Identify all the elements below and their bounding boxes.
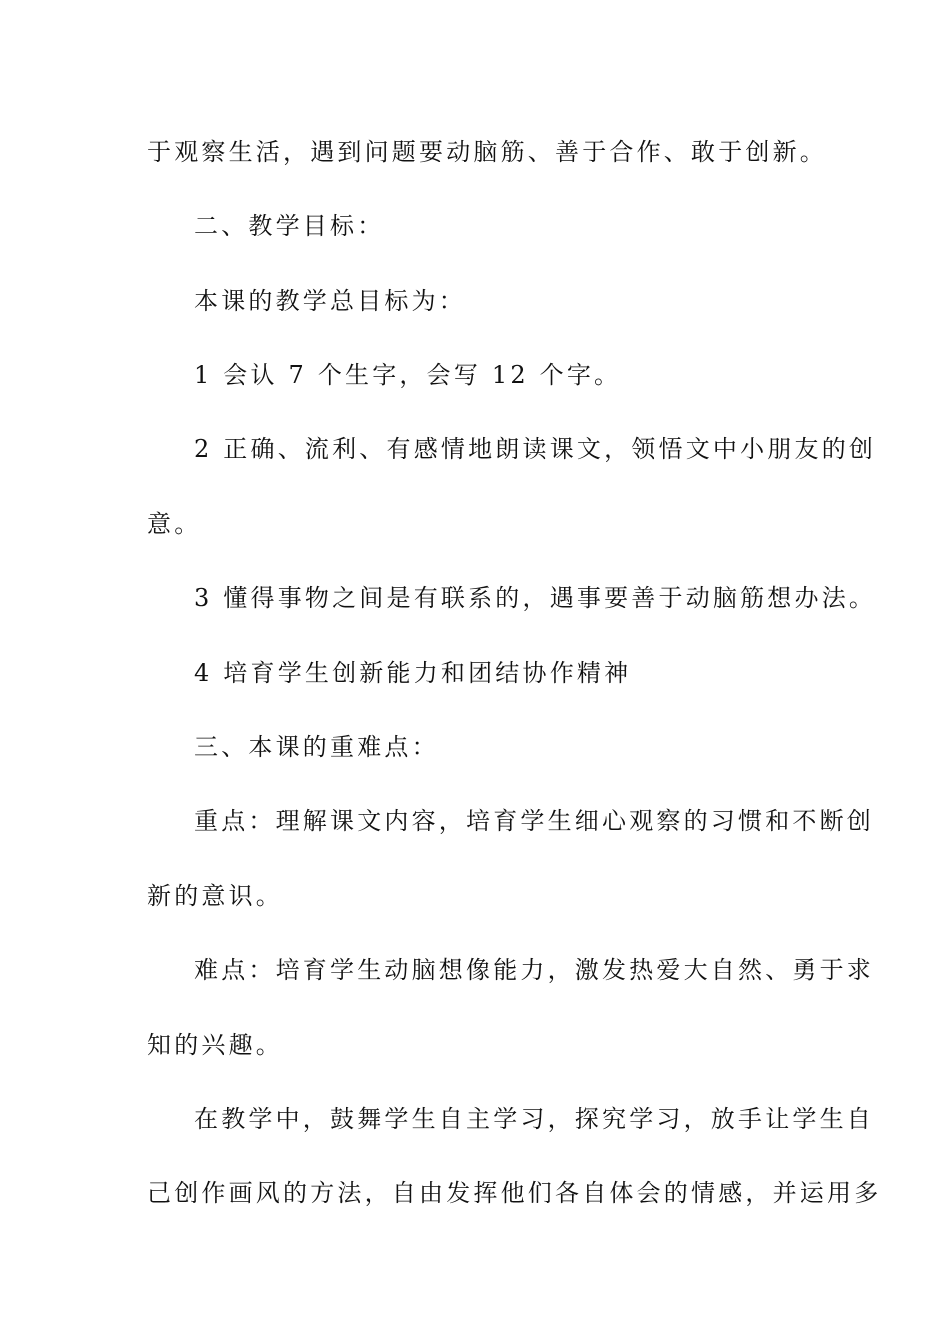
- paragraph-line: 意。: [147, 510, 202, 538]
- paragraph-line: 在教学中，鼓舞学生自主学习，探究学习，放手让学生自: [194, 1105, 874, 1133]
- paragraph-line: 己创作画风的方法，自由发挥他们各自体会的情感，并运用多: [147, 1179, 882, 1207]
- list-item: 4 培育学生创新能力和团结协作精神: [194, 659, 632, 687]
- paragraph-line: 本课的教学总目标为：: [194, 287, 466, 315]
- paragraph-line: 于观察生活，遇到问题要动脑筋、善于合作、敢于创新。: [147, 138, 827, 166]
- paragraph-line: 新的意识。: [147, 882, 283, 910]
- paragraph-line: 重点：理解课文内容，培育学生细心观察的习惯和不断创: [194, 807, 874, 835]
- paragraph-line: 难点：培育学生动脑想像能力，激发热爱大自然、勇于求: [194, 956, 874, 984]
- list-item: 3 懂得事物之间是有联系的，遇事要善于动脑筋想办法。: [194, 584, 877, 612]
- list-item: 1 会认 7 个生字，会写 12 个字。: [194, 361, 622, 389]
- section-heading-objectives: 二、教学目标：: [194, 212, 385, 240]
- section-heading-key-points: 三、本课的重难点：: [194, 733, 439, 761]
- paragraph-line: 知的兴趣。: [147, 1031, 283, 1059]
- list-item: 2 正确、流利、有感情地朗读课文，领悟文中小朋友的创: [194, 435, 877, 463]
